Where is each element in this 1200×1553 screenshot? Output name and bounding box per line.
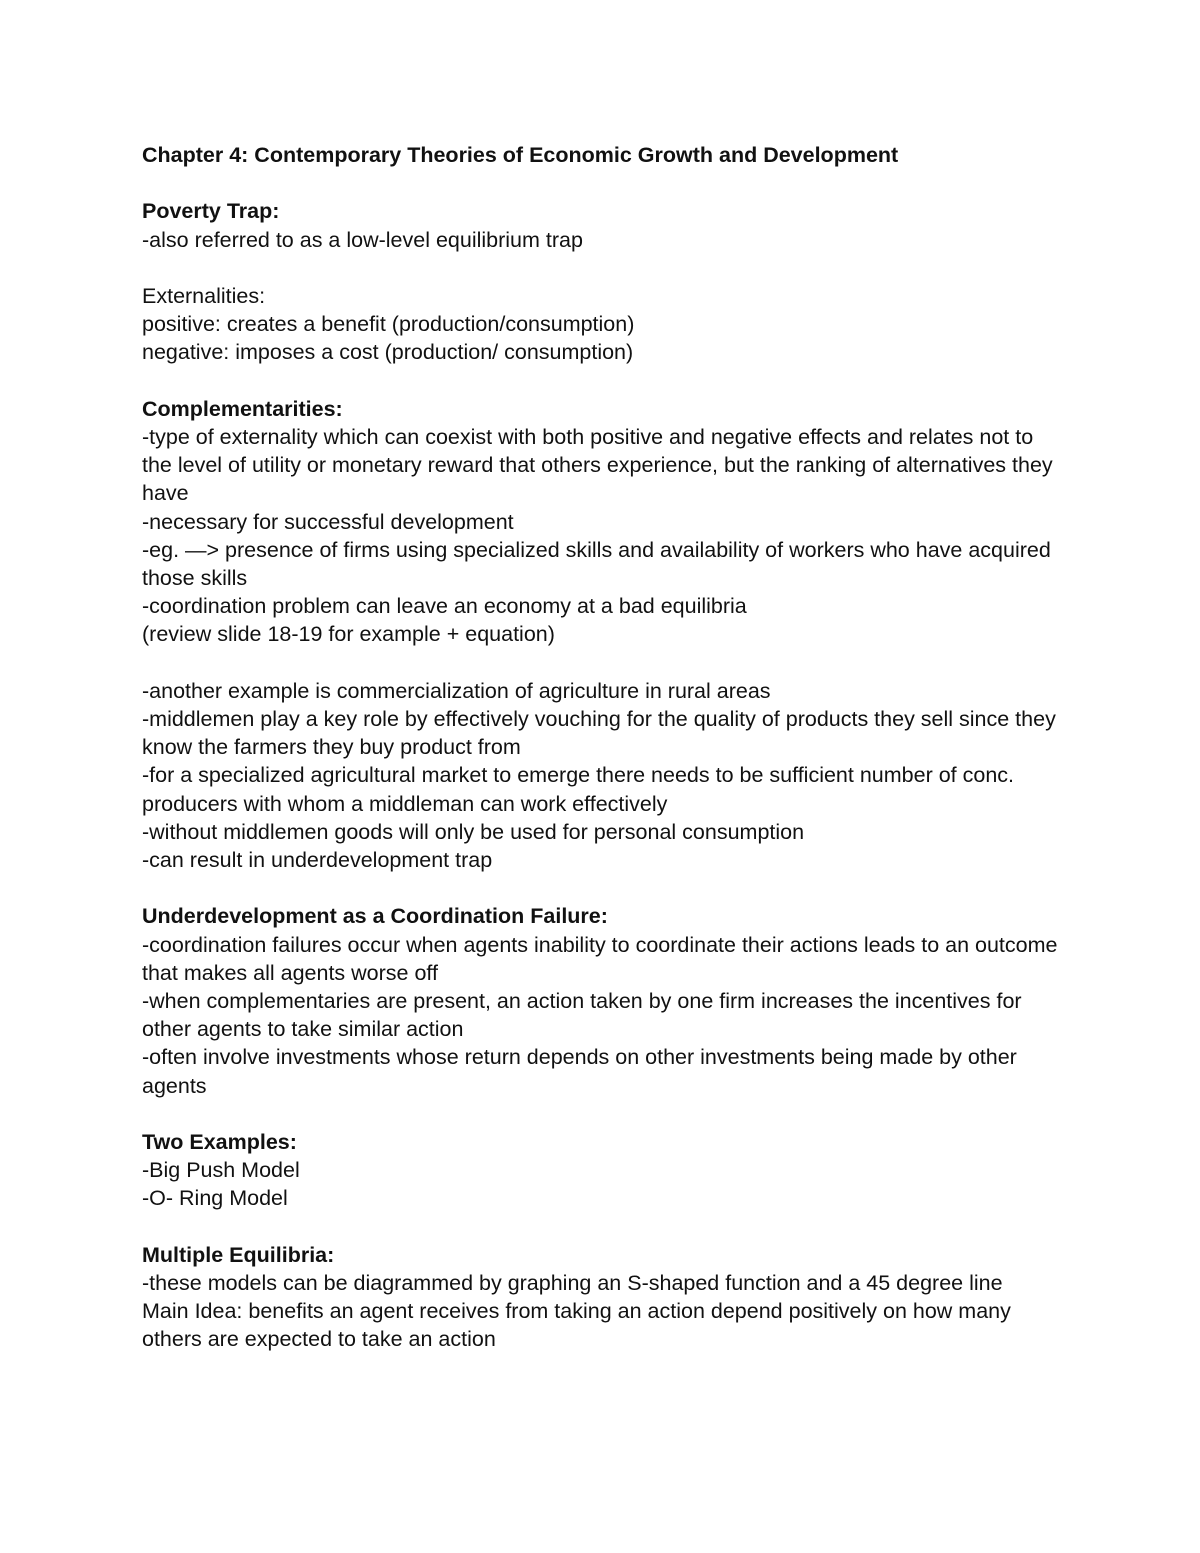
complementarities-line: -eg. —> presence of firms using specialized skills and availability of workers who have acquired those skills — [142, 537, 1051, 590]
coordination-failure-line: -when complementaries are present, an action taken by one firm increases the incentives for other agents to take similar action — [142, 989, 1022, 1042]
multiple-equilibria-heading: Multiple Equilibria: — [142, 1242, 335, 1267]
poverty-trap-heading: Poverty Trap: — [142, 199, 280, 224]
complementarities-line: -type of externality which can coexist with both positive and negative effects and relates not to the level of utility or monetary reward that others experience, but the ranking of alternatives they have — [142, 424, 1053, 506]
complementarities-line: (review slide 18-19 for example + equation) — [142, 622, 555, 647]
coordination-failure-line: -coordination failures occur when agents inability to coordinate their actions leads to an outcome that makes all agents worse off — [142, 932, 1058, 985]
externalities-line: positive: creates a benefit (production/consumption) — [142, 312, 635, 337]
two-examples-line: -O- Ring Model — [142, 1186, 288, 1211]
agriculture-line: -another example is commercialization of agriculture in rural areas — [142, 678, 771, 703]
document-title: Chapter 4: Contemporary Theories of Economic Growth and Development — [142, 143, 899, 167]
complementarities-heading: Complementarities: — [142, 396, 343, 421]
two-examples-line: -Big Push Model — [142, 1158, 300, 1183]
agriculture-line: -can result in underdevelopment trap — [142, 848, 493, 873]
agriculture-line: -middlemen play a key role by effectively vouching for the quality of products they sell since they know the farmers they buy product from — [142, 707, 1056, 760]
poverty-trap-line: -also referred to as a low-level equilibrium trap — [142, 227, 583, 252]
agriculture-line: -for a specialized agricultural market to emerge there needs to be sufficient number of conc. producers with whom a middleman can work effectively — [142, 763, 1014, 816]
coordination-failure-heading: Underdevelopment as a Coordination Failure: — [142, 904, 608, 929]
complementarities-line: -necessary for successful development — [142, 509, 514, 534]
multiple-equilibria-line: Main Idea: benefits an agent receives from taking an action depend positively on how many others are expected to take an action — [142, 1299, 1011, 1352]
document-page — [142, 141, 1062, 1354]
externalities-heading: Externalities: — [142, 283, 266, 308]
section-agriculture-example — [142, 677, 1062, 874]
multiple-equilibria-line: -these models can be diagrammed by graphing an S-shaped function and a 45 degree line — [142, 1271, 1003, 1296]
section-coordination-failure — [142, 902, 1062, 1099]
section-two-examples — [142, 1128, 1062, 1213]
section-complementarities — [142, 395, 1062, 649]
externalities-line: negative: imposes a cost (production/ consumption) — [142, 340, 634, 365]
section-externalities — [142, 282, 1062, 367]
coordination-failure-line: -often involve investments whose return depends on other investments being made by other agents — [142, 1045, 1017, 1098]
agriculture-line: -without middlemen goods will only be used for personal consumption — [142, 819, 805, 844]
section-multiple-equilibria — [142, 1241, 1062, 1354]
complementarities-line: -coordination problem can leave an economy at a bad equilibria — [142, 594, 747, 619]
title-block — [142, 141, 1062, 169]
two-examples-heading: Two Examples: — [142, 1130, 297, 1155]
section-poverty-trap — [142, 197, 1062, 253]
